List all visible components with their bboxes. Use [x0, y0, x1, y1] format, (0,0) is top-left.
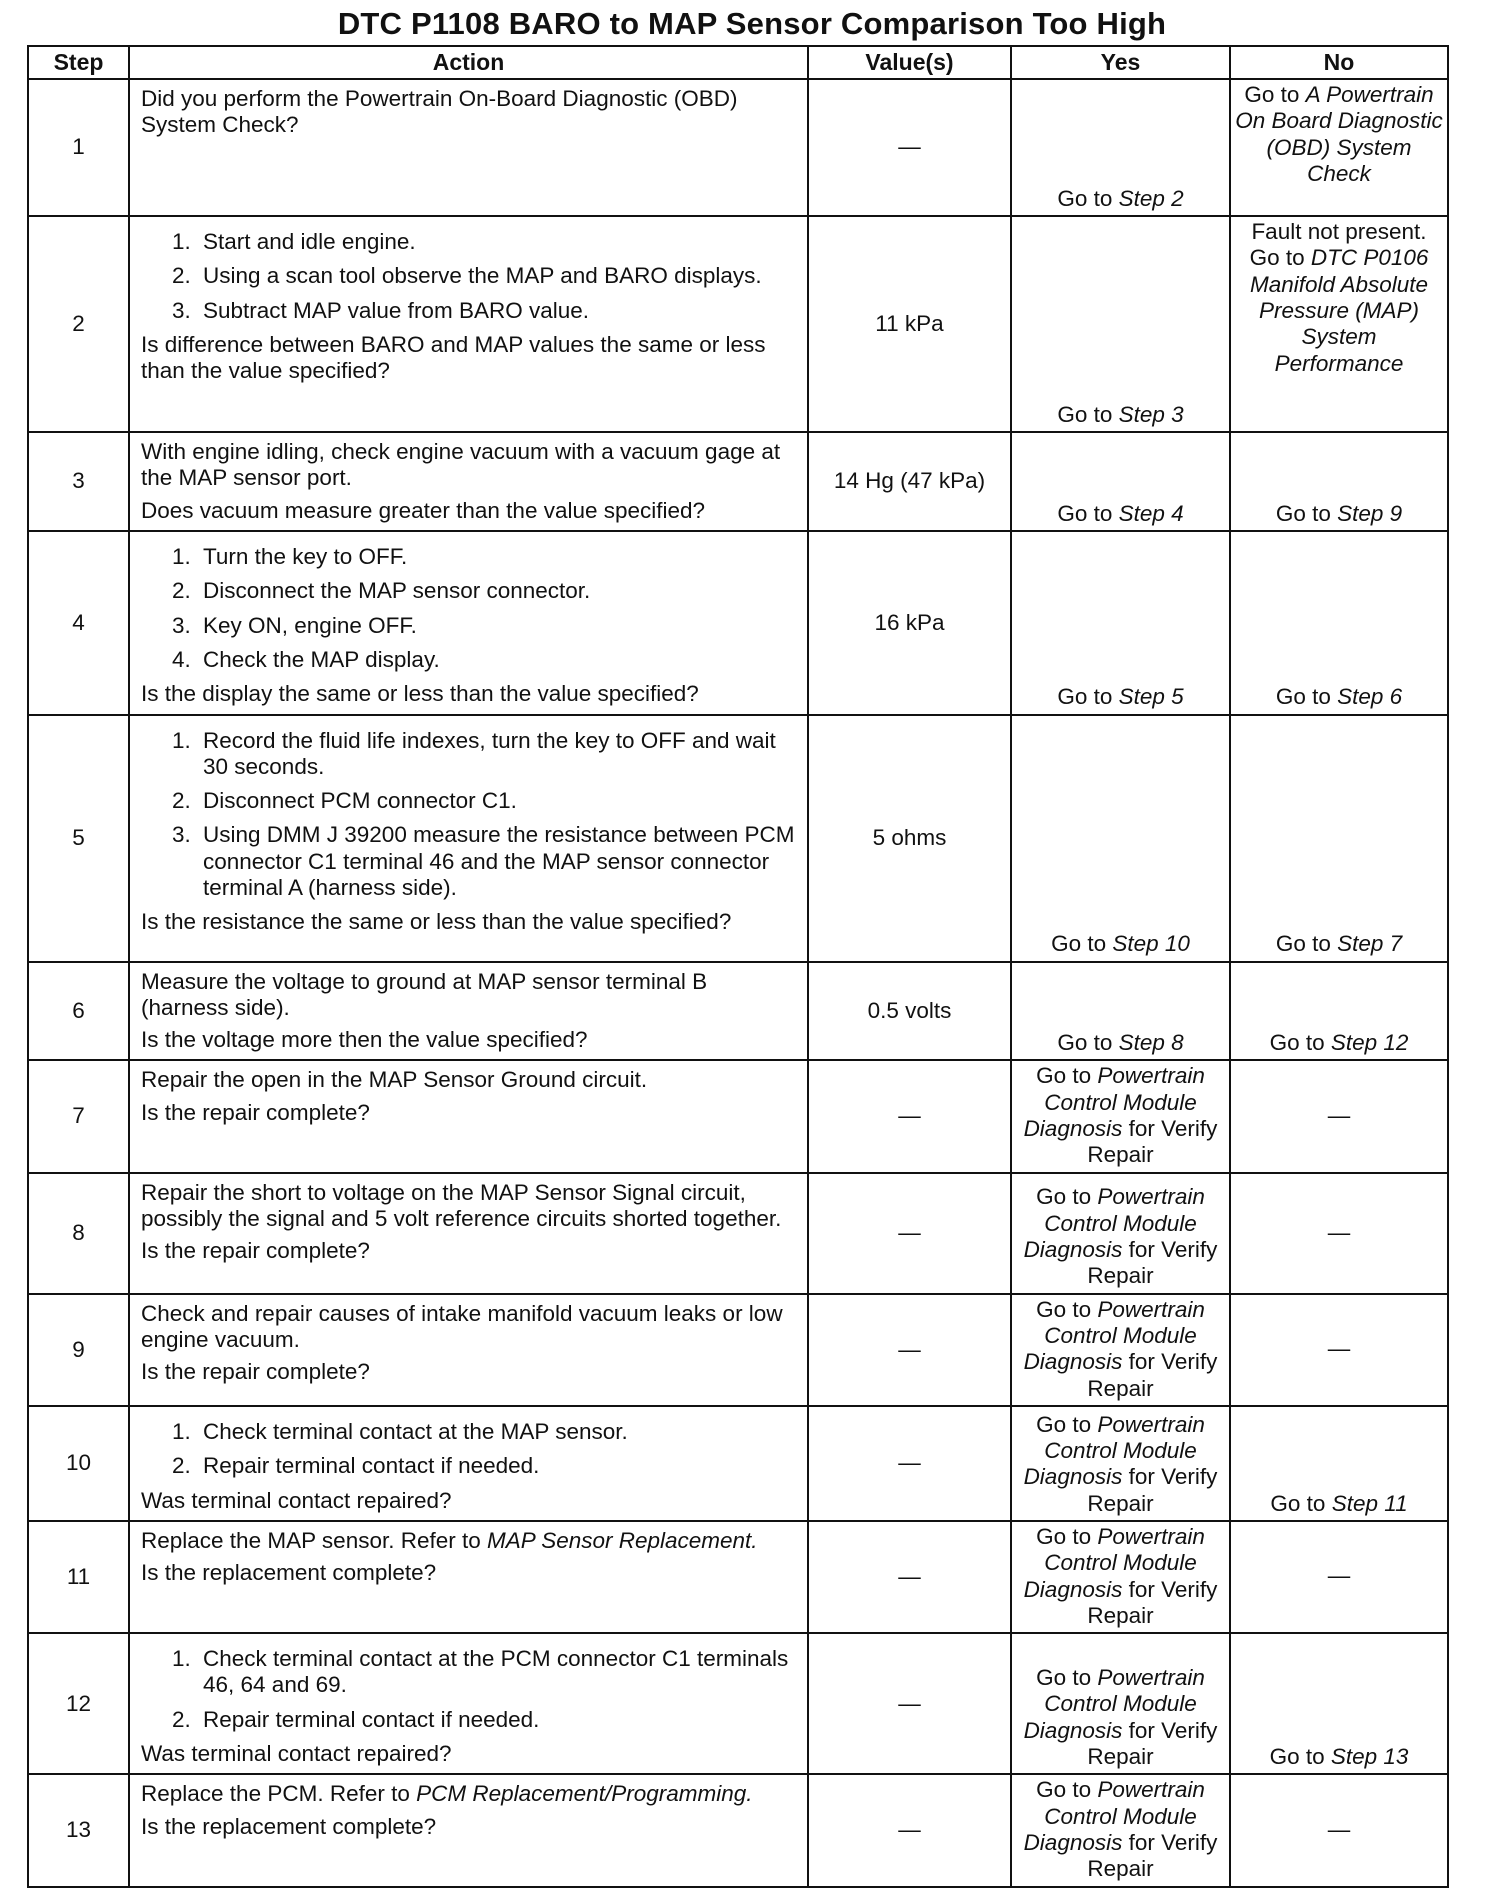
yes-link[interactable]: Step 2 — [1118, 185, 1184, 211]
yes-link[interactable]: Step 3 — [1118, 401, 1184, 427]
no-text: — — [1327, 1102, 1351, 1128]
table-row — [28, 1060, 1448, 1172]
yes-text-suffix: for Verify Repair — [1087, 1464, 1218, 1516]
value-cell: 14 Hg (47 kPa) — [808, 432, 1011, 531]
yes-link[interactable]: Powertrain Control Module Diagnosis — [1023, 1411, 1205, 1490]
value-header: Value(s) — [808, 46, 1011, 79]
yes-text: Go to — [1036, 1777, 1098, 1803]
yes-link[interactable]: Step 8 — [1118, 1030, 1184, 1056]
no-link[interactable]: Step 6 — [1337, 684, 1403, 710]
no-cell — [1230, 79, 1448, 216]
action-step-item: 1. Start and idle engine. — [197, 229, 799, 255]
yes-cell — [1011, 962, 1230, 1061]
action-cell — [129, 1633, 808, 1774]
yes-cell — [1011, 79, 1230, 216]
yes-text: Go to — [1051, 931, 1113, 957]
action-step-item: 2. Disconnect PCM connector C1. — [197, 788, 799, 814]
no-cell — [1230, 1060, 1448, 1172]
action-cell — [129, 1521, 808, 1633]
action-cell — [129, 1173, 808, 1294]
action-step-item: 2. Disconnect the MAP sensor connector. — [197, 578, 799, 604]
action-question: Is the repair complete? — [141, 1359, 370, 1385]
action-cell — [129, 1406, 808, 1521]
step-cell: 9 — [28, 1294, 129, 1406]
no-cell — [1230, 1774, 1448, 1886]
table-row — [28, 1406, 1448, 1521]
value-cell: — — [808, 1633, 1011, 1774]
step-cell: 3 — [28, 432, 129, 531]
no-text: Go to — [1244, 82, 1306, 107]
no-link[interactable]: Step 7 — [1337, 931, 1403, 957]
no-cell — [1230, 216, 1448, 432]
action-text-plain: Repair the short to voltage on the MAP Sensor Signal circuit, possibly the signal and 5 volt reference circuits shorted together. — [141, 1179, 782, 1231]
yes-cell — [1011, 1406, 1230, 1521]
action-cell — [129, 1060, 808, 1172]
no-text: — — [1327, 1563, 1351, 1589]
value-cell: — — [808, 1406, 1011, 1521]
step-cell: 12 — [28, 1633, 129, 1774]
table-row — [28, 962, 1448, 1061]
action-question: Is the repair complete? — [141, 1238, 370, 1264]
table-row — [28, 1633, 1448, 1774]
no-text: Go to — [1269, 1744, 1331, 1770]
action-steps-list — [141, 728, 799, 902]
no-cell — [1230, 531, 1448, 715]
yes-text: Go to — [1036, 1296, 1098, 1322]
action-cell — [129, 1294, 808, 1406]
value-cell: — — [808, 1521, 1011, 1633]
action-cell — [129, 79, 808, 216]
action-text — [141, 969, 799, 1022]
action-step-item: 1. Check terminal contact at the MAP sensor. — [197, 1419, 799, 1445]
action-cell — [129, 715, 808, 962]
action-step-item: 1. Check terminal contact at the PCM connector C1 terminals 46, 64 and 69. — [197, 1646, 799, 1699]
table-row — [28, 432, 1448, 531]
no-cell — [1230, 962, 1448, 1061]
step-header: Step — [28, 46, 129, 79]
no-text: — — [1327, 1219, 1351, 1245]
yes-text: Go to — [1057, 401, 1119, 427]
action-text — [141, 1301, 799, 1354]
yes-cell — [1011, 1521, 1230, 1633]
action-question: Is difference between BARO and MAP values the same or less than the value specified? — [141, 331, 766, 384]
action-step-item: 4. Check the MAP display. — [197, 647, 799, 673]
yes-text: Go to — [1036, 1063, 1098, 1089]
yes-cell — [1011, 715, 1230, 962]
no-text: Go to — [1275, 684, 1338, 710]
yes-text: Go to — [1057, 185, 1119, 211]
yes-text-suffix: for Verify Repair — [1087, 1830, 1218, 1882]
yes-text-suffix: for Verify Repair — [1087, 1237, 1218, 1289]
yes-cell — [1011, 1173, 1230, 1294]
action-question: Is the replacement complete? — [141, 1560, 437, 1586]
action-steps-list — [141, 1419, 799, 1480]
table-row — [28, 1173, 1448, 1294]
action-text-plain: Replace the PCM. Refer to — [141, 1781, 417, 1807]
no-text: Go to — [1269, 1030, 1331, 1056]
yes-cell — [1011, 216, 1230, 432]
table-row — [28, 1294, 1448, 1406]
yes-link[interactable]: Step 10 — [1112, 931, 1190, 957]
action-question: Is the repair complete? — [141, 1099, 370, 1125]
action-text — [141, 1528, 799, 1554]
table-row — [28, 531, 1448, 715]
action-text-plain: Replace the MAP sensor. Refer to — [141, 1527, 488, 1553]
action-cell — [129, 432, 808, 531]
yes-link[interactable]: Powertrain Control Module Diagnosis — [1023, 1296, 1205, 1375]
step-cell: 4 — [28, 531, 129, 715]
yes-link[interactable]: Step 5 — [1118, 684, 1184, 710]
value-cell: 5 ohms — [808, 715, 1011, 962]
no-cell — [1230, 1521, 1448, 1633]
table-row — [28, 715, 1448, 962]
action-question: Does vacuum measure greater than the value specified? — [141, 497, 706, 523]
no-text: Fault not present. Go to — [1249, 219, 1427, 271]
no-link[interactable]: Step 12 — [1330, 1030, 1409, 1056]
no-cell — [1230, 715, 1448, 962]
no-link[interactable]: Step 13 — [1330, 1744, 1409, 1770]
step-cell: 13 — [28, 1774, 129, 1886]
value-cell: 16 kPa — [808, 531, 1011, 715]
yes-text-suffix: for Verify Repair — [1087, 1717, 1218, 1770]
no-link[interactable]: DTC P0106 Manifold Absolute Pressure (MAP) System Performance — [1249, 245, 1429, 376]
action-step-item: 3. Subtract MAP value from BARO value. — [197, 298, 799, 324]
action-text-reference: PCM Replacement/Programming. — [416, 1781, 753, 1807]
no-text: — — [1327, 1816, 1351, 1842]
yes-text: Go to — [1036, 1184, 1098, 1210]
action-step-item: 2. Repair terminal contact if needed. — [197, 1453, 799, 1479]
yes-link[interactable]: Powertrain Control Module Diagnosis — [1023, 1184, 1205, 1263]
action-step-item: 1. Record the fluid life indexes, turn the key to OFF and wait 30 seconds. — [197, 728, 799, 781]
action-steps-list — [141, 229, 799, 324]
yes-text: Go to — [1057, 500, 1119, 526]
yes-text-suffix: for Verify Repair — [1087, 1116, 1218, 1168]
no-link[interactable]: Step 11 — [1331, 1490, 1408, 1516]
yes-cell — [1011, 531, 1230, 715]
yes-text: Go to — [1036, 1523, 1098, 1549]
no-header: No — [1230, 46, 1448, 79]
no-text: — — [1327, 1336, 1351, 1362]
action-text — [141, 86, 799, 139]
action-question: Was terminal contact repaired? — [141, 1487, 452, 1513]
value-cell: — — [808, 1060, 1011, 1172]
value-cell: — — [808, 1294, 1011, 1406]
action-steps-list — [141, 544, 799, 673]
yes-header: Yes — [1011, 46, 1230, 79]
action-step-item: 2. Using a scan tool observe the MAP and BARO displays. — [197, 263, 799, 289]
action-step-item: 3. Key ON, engine OFF. — [197, 613, 799, 639]
yes-cell — [1011, 432, 1230, 531]
no-text: Go to — [1275, 931, 1338, 957]
step-cell: 11 — [28, 1521, 129, 1633]
no-cell — [1230, 1294, 1448, 1406]
value-cell: — — [808, 1173, 1011, 1294]
action-text — [141, 1180, 799, 1233]
action-header: Action — [129, 46, 808, 79]
yes-text: Go to — [1036, 1411, 1098, 1437]
yes-link[interactable]: Powertrain Control Module Diagnosis — [1023, 1777, 1205, 1855]
page-title: DTC P1108 BARO to MAP Sensor Comparison Too High — [337, 6, 1167, 41]
no-cell — [1230, 1406, 1448, 1521]
action-text-plain: Check and repair causes of intake manifold vacuum leaks or low engine vacuum. — [141, 1300, 783, 1352]
action-step-item: 3. Using DMM J 39200 measure the resistance between PCM connector C1 terminal 46 and the MAP sensor connector terminal A (harness side). — [197, 822, 799, 901]
no-cell — [1230, 432, 1448, 531]
table-row — [28, 1774, 1448, 1886]
yes-link[interactable]: Powertrain Control Module Diagnosis — [1023, 1523, 1205, 1602]
yes-text: Go to — [1036, 1665, 1098, 1691]
action-question: Was terminal contact repaired? — [141, 1741, 452, 1767]
action-text-plain: Measure the voltage to ground at MAP sensor terminal B (harness side). — [141, 968, 708, 1020]
step-cell: 10 — [28, 1406, 129, 1521]
value-cell: 0.5 volts — [808, 962, 1011, 1061]
action-text-plain: Repair the open in the MAP Sensor Ground circuit. — [141, 1067, 648, 1093]
no-link[interactable]: Step 9 — [1337, 500, 1403, 526]
action-question: Is the voltage more then the value specified? — [141, 1027, 588, 1053]
action-cell — [129, 1774, 808, 1886]
step-cell: 6 — [28, 962, 129, 1061]
step-cell: 8 — [28, 1173, 129, 1294]
action-text — [141, 439, 799, 492]
action-text-plain: With engine idling, check engine vacuum with a vacuum gage at the MAP sensor port. — [141, 439, 781, 491]
value-cell: — — [808, 1774, 1011, 1886]
action-text — [141, 1067, 799, 1093]
yes-cell — [1011, 1774, 1230, 1886]
no-text: Go to — [1270, 1490, 1332, 1516]
action-text — [141, 1781, 799, 1807]
yes-cell — [1011, 1294, 1230, 1406]
value-cell: — — [808, 79, 1011, 216]
action-cell — [129, 216, 808, 432]
action-text-reference: MAP Sensor Replacement. — [487, 1527, 758, 1553]
yes-text-suffix: for Verify Repair — [1087, 1576, 1218, 1628]
yes-cell — [1011, 1060, 1230, 1172]
header-row — [28, 46, 1448, 79]
yes-link[interactable]: Powertrain Control Module Diagnosis — [1023, 1063, 1205, 1142]
step-cell: 2 — [28, 216, 129, 432]
table-row — [28, 216, 1448, 432]
table-row — [28, 79, 1448, 216]
no-cell — [1230, 1173, 1448, 1294]
action-cell — [129, 531, 808, 715]
value-cell: 11 kPa — [808, 216, 1011, 432]
diagnostic-table — [27, 45, 1449, 1888]
action-step-item: 2. Repair terminal contact if needed. — [197, 1707, 799, 1733]
step-cell: 7 — [28, 1060, 129, 1172]
step-cell: 1 — [28, 79, 129, 216]
action-question: Is the replacement complete? — [141, 1813, 437, 1839]
yes-text-suffix: for Verify Repair — [1087, 1349, 1218, 1401]
no-link[interactable]: A Powertrain On Board Diagnostic (OBD) System Check — [1235, 82, 1443, 186]
yes-text: Go to — [1057, 684, 1119, 710]
yes-cell — [1011, 1633, 1230, 1774]
yes-link[interactable]: Step 4 — [1118, 500, 1184, 526]
action-question: Is the display the same or less than the value specified? — [141, 681, 699, 707]
no-cell — [1230, 1633, 1448, 1774]
action-steps-list — [141, 1646, 799, 1733]
table-row — [28, 1521, 1448, 1633]
action-step-item: 1. Turn the key to OFF. — [197, 544, 799, 570]
no-text: Go to — [1275, 500, 1338, 526]
step-cell: 5 — [28, 715, 129, 962]
action-cell — [129, 962, 808, 1061]
action-question: Is the resistance the same or less than the value specified? — [141, 909, 732, 935]
action-text-plain: Did you perform the Powertrain On-Board Diagnostic (OBD) System Check? — [141, 86, 738, 138]
yes-text: Go to — [1057, 1030, 1119, 1056]
yes-link[interactable]: Powertrain Control Module Diagnosis — [1023, 1665, 1205, 1743]
